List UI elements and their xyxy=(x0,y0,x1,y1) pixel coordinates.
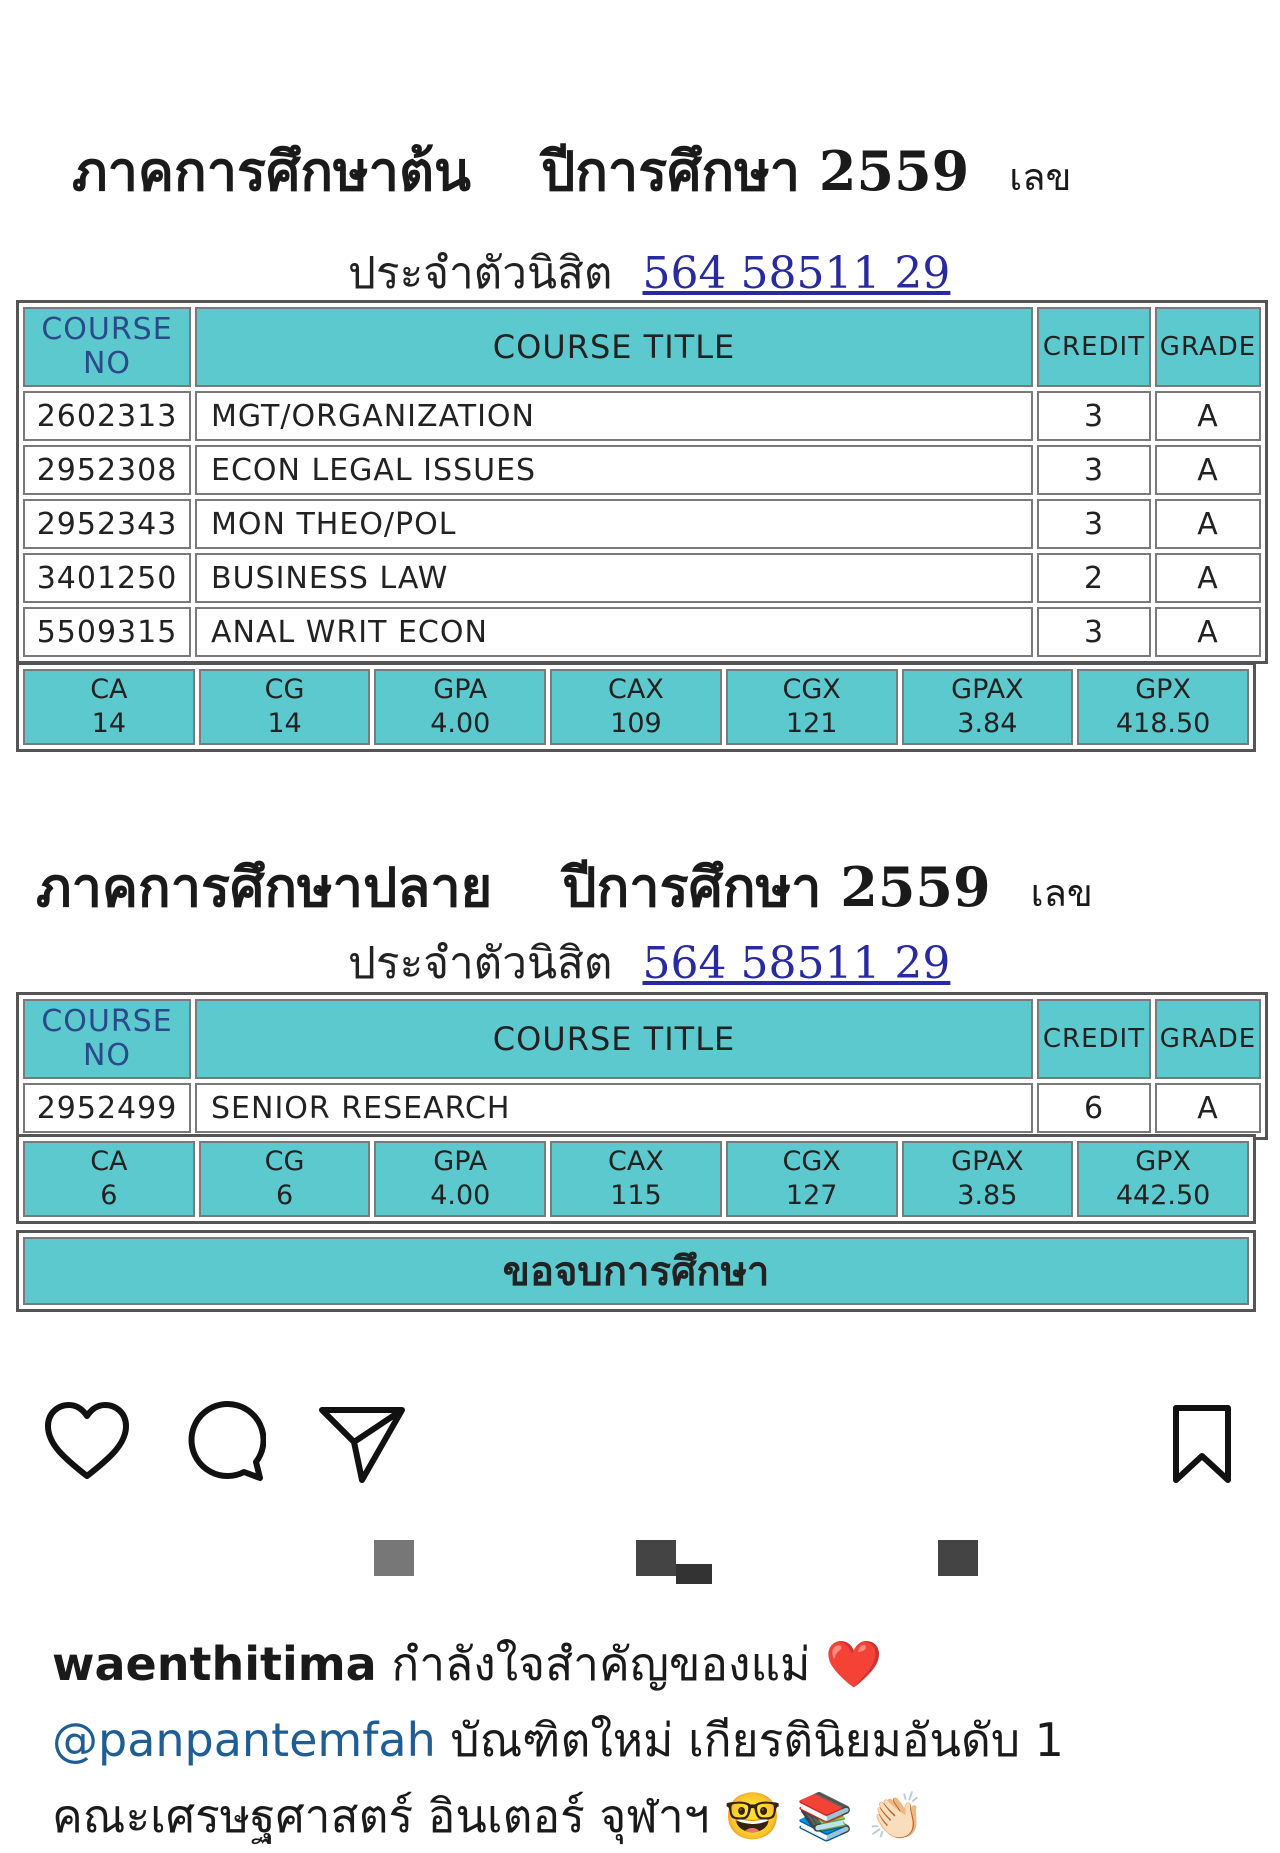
summary-cax xyxy=(550,669,722,745)
graduation-request-button[interactable]: ขอจบการศึกษา xyxy=(16,1230,1256,1312)
caption-line-3 xyxy=(52,1780,925,1853)
header-course-no: COURSE NO xyxy=(23,307,191,387)
course-grade: A xyxy=(1155,445,1261,495)
summary-label: CAX xyxy=(608,1146,664,1177)
semester1-trailing: เลข xyxy=(1009,155,1072,199)
bookmark-icon[interactable] xyxy=(1170,1404,1234,1490)
header-credit: CREDIT xyxy=(1037,307,1151,387)
summary-value: 127 xyxy=(785,1180,838,1211)
table-row xyxy=(23,391,1261,441)
course-title: ANAL WRIT ECON xyxy=(195,607,1033,657)
header-course-no: COURSE NO xyxy=(23,999,191,1079)
course-title: MGT/ORGANIZATION xyxy=(195,391,1033,441)
semester2-title: ภาคการศึกษาปลาย xyxy=(36,855,493,919)
course-grade: A xyxy=(1155,607,1261,657)
summary-label: CA xyxy=(90,1146,128,1177)
summary-gpax xyxy=(902,1141,1074,1217)
table-row xyxy=(23,1083,1261,1133)
summary-cax xyxy=(550,1141,722,1217)
course-credit: 2 xyxy=(1037,553,1151,603)
course-title: SENIOR RESEARCH xyxy=(195,1083,1033,1133)
course-no: 2952499 xyxy=(23,1083,191,1133)
course-title: BUSINESS LAW xyxy=(195,553,1033,603)
header-grade: GRADE xyxy=(1155,307,1261,387)
summary-value: 3.85 xyxy=(957,1180,1018,1211)
semester1-year: ปีการศึกษา 2559 xyxy=(540,139,970,203)
username-link[interactable]: waenthitima xyxy=(52,1637,377,1691)
table-header-row xyxy=(23,999,1261,1079)
mention-link[interactable]: @panpantemfah xyxy=(52,1713,436,1767)
semester1-course-table xyxy=(16,300,1268,664)
comment-icon[interactable] xyxy=(184,1400,266,1486)
summary-cgx xyxy=(726,669,898,745)
table-row xyxy=(23,553,1261,603)
summary-label: CG xyxy=(264,674,305,705)
student-id-label: ประจำตัวนิสิต xyxy=(348,938,613,989)
summary-value: 115 xyxy=(610,1180,662,1211)
semester2-year: ปีการศึกษา 2559 xyxy=(562,855,991,919)
summary-gpa xyxy=(374,1141,546,1217)
semester2-course-table xyxy=(16,992,1268,1140)
student-id-link[interactable]: 564 58511 29 xyxy=(642,938,951,989)
summary-row xyxy=(23,1141,1249,1217)
course-credit: 3 xyxy=(1037,499,1151,549)
summary-label: CG xyxy=(264,1146,305,1177)
indicator-dot xyxy=(938,1540,978,1576)
summary-label: CGX xyxy=(782,1146,841,1177)
summary-label: GPAX xyxy=(951,1146,1024,1177)
header-grade: GRADE xyxy=(1155,999,1261,1079)
course-no: 5509315 xyxy=(23,607,191,657)
semester2-student-id-row xyxy=(348,928,950,998)
summary-label: CA xyxy=(90,674,128,705)
summary-value: 4.00 xyxy=(430,1180,491,1211)
semester1-summary-table xyxy=(16,662,1256,752)
course-no: 2602313 xyxy=(23,391,191,441)
semester1-title: ภาคการศึกษาต้น xyxy=(72,139,471,203)
summary-value: 6 xyxy=(275,1180,294,1211)
summary-label: GPA xyxy=(433,1146,488,1177)
semester2-heading xyxy=(36,844,1093,930)
indicator-dot xyxy=(374,1540,414,1576)
summary-gpa xyxy=(374,669,546,745)
course-grade: A xyxy=(1155,499,1261,549)
header-credit: CREDIT xyxy=(1037,999,1151,1079)
summary-value: 14 xyxy=(91,708,127,739)
summary-label: CGX xyxy=(782,674,841,705)
summary-ca xyxy=(23,669,195,745)
heart-icon[interactable] xyxy=(44,1402,130,1486)
summary-value: 109 xyxy=(610,708,662,739)
summary-label: GPA xyxy=(433,674,488,705)
semester1-student-id-row xyxy=(348,238,950,308)
summary-label: GPX xyxy=(1135,1146,1191,1177)
caption-text-1: กำลังใจสำคัญของแม่ ❤️ xyxy=(391,1637,883,1691)
course-grade: A xyxy=(1155,391,1261,441)
student-id-link[interactable]: 564 58511 29 xyxy=(642,248,951,299)
summary-gpx xyxy=(1077,669,1249,745)
summary-label: GPAX xyxy=(951,674,1024,705)
table-header-row xyxy=(23,307,1261,387)
semester1-heading xyxy=(72,128,1072,214)
summary-value: 121 xyxy=(785,708,838,739)
table-row xyxy=(23,499,1261,549)
carousel-indicator xyxy=(0,1540,1280,1590)
table-row xyxy=(23,445,1261,495)
summary-value: 418.50 xyxy=(1115,708,1211,739)
course-title: ECON LEGAL ISSUES xyxy=(195,445,1033,495)
summary-value: 14 xyxy=(267,708,302,739)
summary-cg xyxy=(199,1141,371,1217)
course-no: 3401250 xyxy=(23,553,191,603)
course-no: 2952343 xyxy=(23,499,191,549)
summary-value: 3.84 xyxy=(957,708,1018,739)
caption-text-2: บัณฑิตใหม่ เกียรตินิยมอันดับ 1 xyxy=(450,1713,1064,1767)
indicator-dot xyxy=(676,1564,712,1584)
summary-value: 442.50 xyxy=(1115,1180,1211,1211)
student-id-label: ประจำตัวนิสิต xyxy=(348,248,613,299)
summary-cgx xyxy=(726,1141,898,1217)
caption-text-3: คณะเศรษฐศาสตร์ อินเตอร์ จุฬาฯ 🤓 📚 👏🏻 xyxy=(52,1789,926,1843)
header-course-title: COURSE TITLE xyxy=(195,307,1033,387)
course-credit: 3 xyxy=(1037,445,1151,495)
summary-row xyxy=(23,669,1249,745)
semester2-summary-table xyxy=(16,1134,1256,1224)
summary-label: CAX xyxy=(608,674,664,705)
summary-value: 4.00 xyxy=(430,708,491,739)
course-credit: 3 xyxy=(1037,607,1151,657)
course-grade: A xyxy=(1155,1083,1261,1133)
caption-line-2 xyxy=(52,1704,1064,1777)
table-row xyxy=(23,607,1261,657)
course-no: 2952308 xyxy=(23,445,191,495)
course-title: MON THEO/POL xyxy=(195,499,1033,549)
course-credit: 3 xyxy=(1037,391,1151,441)
summary-gpax xyxy=(902,669,1074,745)
share-icon[interactable] xyxy=(318,1404,406,1488)
summary-cg xyxy=(199,669,371,745)
course-credit: 6 xyxy=(1037,1083,1151,1133)
summary-ca xyxy=(23,1141,195,1217)
header-course-title: COURSE TITLE xyxy=(195,999,1033,1079)
summary-gpx xyxy=(1077,1141,1249,1217)
summary-label: GPX xyxy=(1135,674,1191,705)
indicator-dot xyxy=(636,1540,676,1576)
course-grade: A xyxy=(1155,553,1261,603)
semester2-trailing: เลข xyxy=(1030,871,1093,915)
summary-value: 6 xyxy=(100,1180,118,1211)
caption-line-1 xyxy=(52,1628,882,1701)
